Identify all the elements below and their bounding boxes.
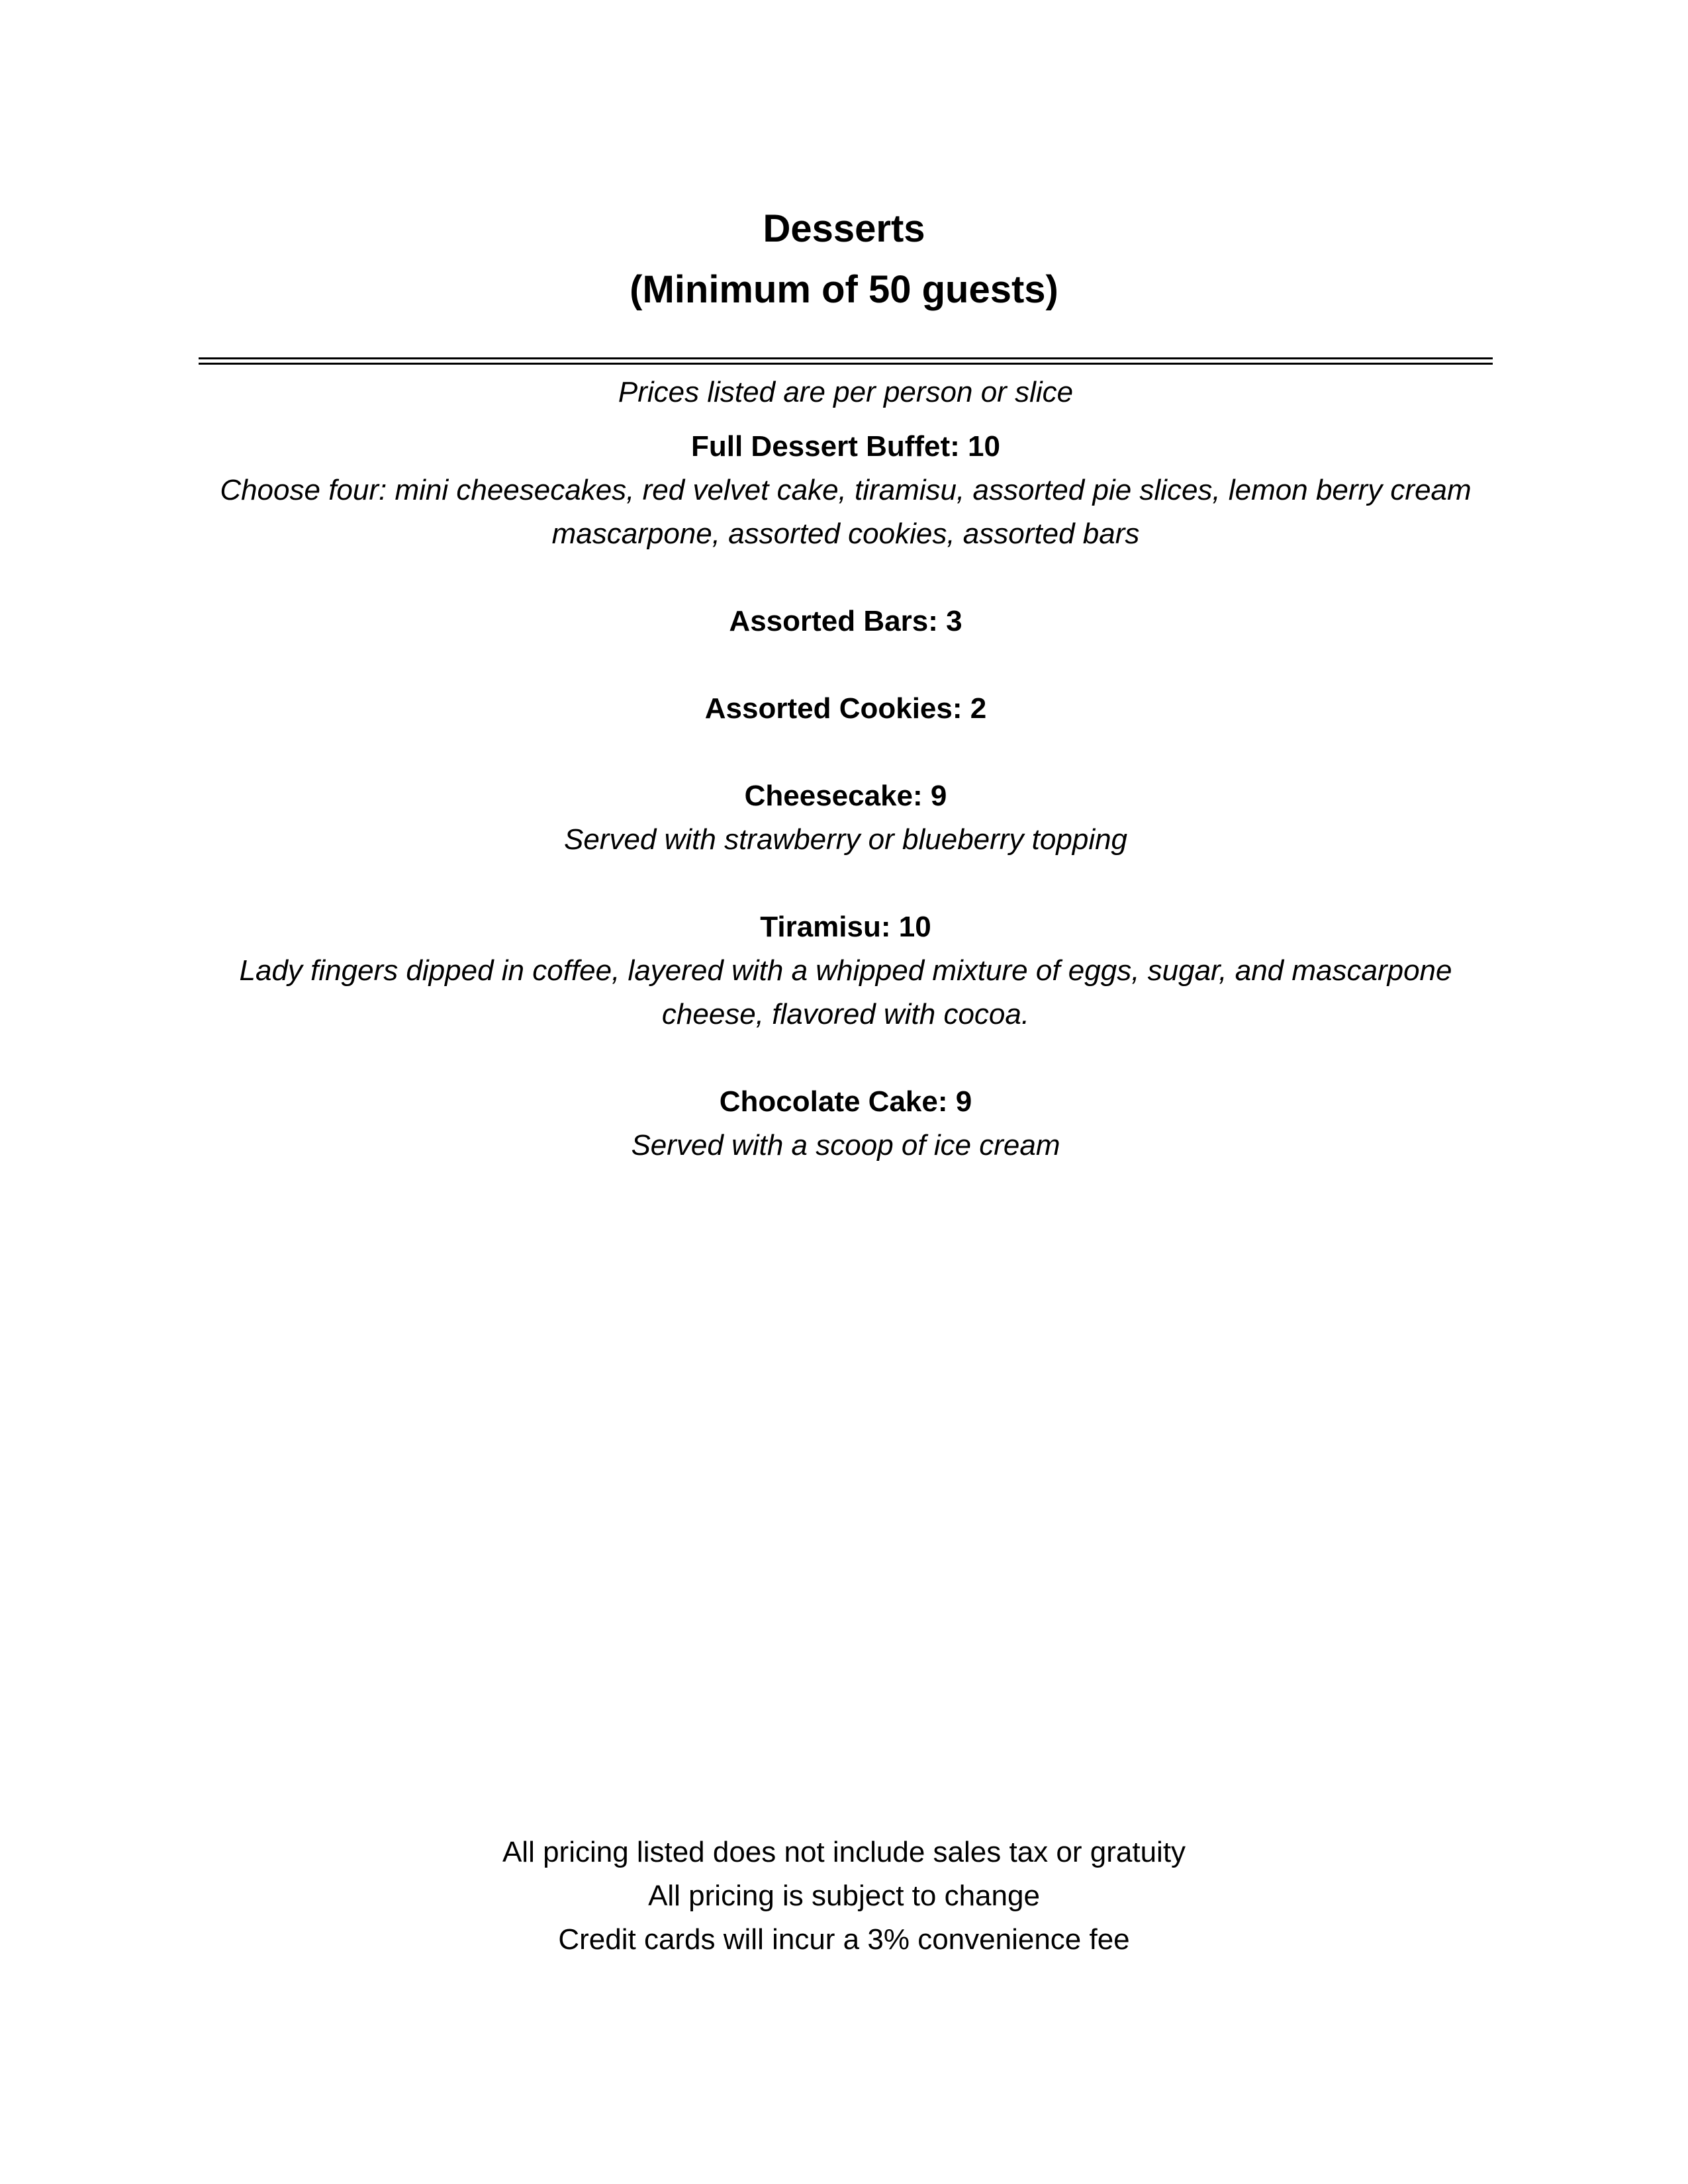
menu-item-full-dessert-buffet: [199, 425, 1493, 556]
page-title: Desserts: [763, 207, 925, 250]
menu-item-cheesecake: [199, 774, 1493, 862]
menu-item-description: Choose four: mini cheesecakes, red velvet cake, tiramisu, assorted pie slices, lemon berry cream mascarpone, assorted cookies, assorted bars: [220, 474, 1472, 550]
menu-item-chocolate-cake: [199, 1080, 1493, 1167]
menu-item-name: Full Dessert Buffet: 10: [691, 430, 1000, 463]
menu-item-description: Served with strawberry or blueberry topping: [563, 823, 1128, 856]
footer-line-credit-fee: Credit cards will incur a 3% convenience fee: [558, 1923, 1130, 1956]
menu-item-name: Cheesecake: 9: [744, 780, 947, 812]
double-divider: [199, 357, 1493, 365]
menu-item-tiramisu: [199, 905, 1493, 1036]
page-subtitle: (Minimum of 50 guests): [630, 268, 1058, 311]
pricing-note: Prices listed are per person or slice: [618, 376, 1074, 408]
menu-item-assorted-cookies: [199, 687, 1493, 731]
menu-item-name: Tiramisu: 10: [760, 911, 931, 943]
footer-line-tax: All pricing listed does not include sales tax or gratuity: [502, 1836, 1186, 1868]
menu-item-name: Assorted Bars: 3: [729, 605, 962, 637]
menu-header: [0, 199, 1688, 320]
footer-line-change: All pricing is subject to change: [648, 1880, 1040, 1912]
pricing-footer: [0, 1831, 1688, 1962]
menu-item-description: Served with a scoop of ice cream: [631, 1129, 1060, 1161]
menu-item-name: Assorted Cookies: 2: [704, 692, 987, 725]
menu-item-description: Lady fingers dipped in coffee, layered with a whipped mixture of eggs, sugar, and mascarpone cheese, flavored with cocoa.: [239, 954, 1452, 1030]
menu-content: [199, 371, 1493, 1211]
menu-item-name: Chocolate Cake: 9: [719, 1085, 972, 1118]
menu-item-assorted-bars: [199, 600, 1493, 643]
